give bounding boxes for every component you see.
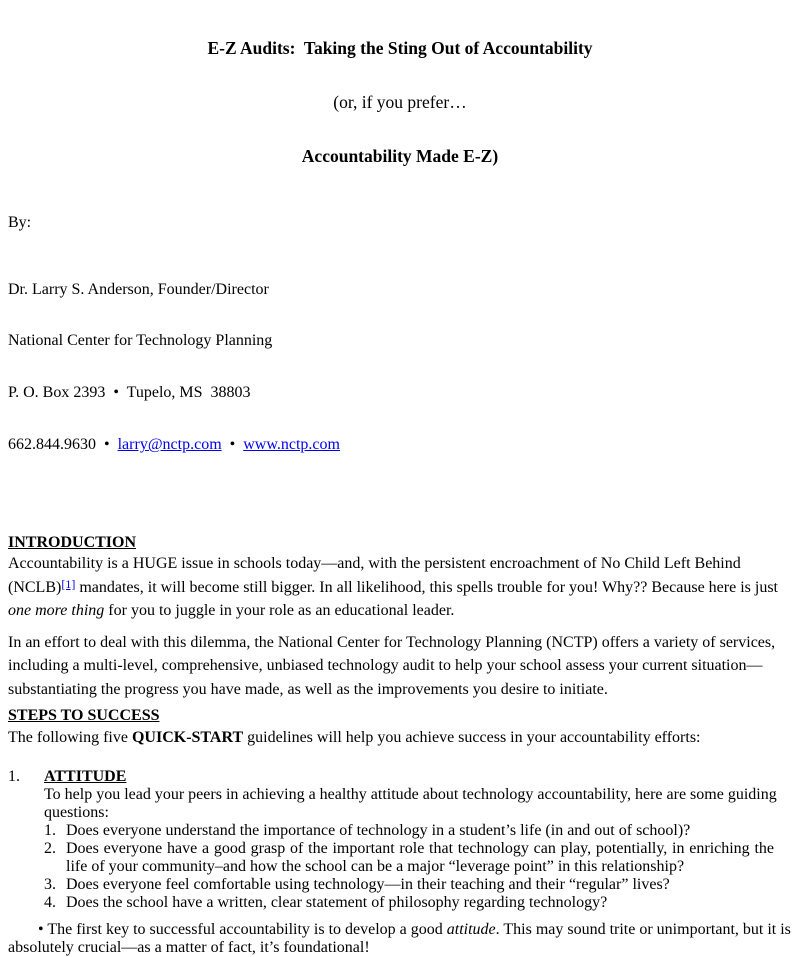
text-segment: for you to juggle in your role as an educational leader. — [104, 602, 455, 620]
section-heading-steps: STEPS TO SUCCESS — [8, 707, 160, 725]
text-segment: mandates, it will become still bigger. In all likelihood, this spells trouble for you! Why?? Because here is just — [75, 578, 778, 596]
attitude-list-number: 1. — [8, 768, 20, 786]
question-number: 4. — [44, 894, 56, 912]
text-segment: attitude — [446, 921, 496, 939]
attitude-section-content — [44, 768, 792, 912]
question-item — [44, 894, 792, 912]
question-text: Does everyone understand the importance of technology in a student’s life (in and out of school)? — [66, 822, 691, 840]
doc-title-line2: (or, if you prefer… — [333, 92, 467, 112]
text-segment: • The first key to successful accountability is to develop a good — [38, 921, 447, 939]
text-segment: 662.844.9630 • — [8, 436, 118, 454]
intro-paragraph-1 — [8, 552, 792, 623]
question-item — [44, 822, 792, 840]
question-item — [44, 876, 792, 894]
email-link[interactable]: larry@nctp.com — [117, 436, 222, 454]
question-text: Does everyone feel comfortable using technology—in their teaching and their “regular” lives? — [66, 876, 670, 894]
text-segment: one more thing — [8, 602, 105, 620]
attitude-section — [8, 768, 792, 912]
question-text: Does everyone have a good grasp of the important role that technology can play, potentially, in enriching the life of your community–and how the school can be a major “leverage point” in this relationship? — [66, 840, 774, 876]
address-line: P. O. Box 2393 • Tupelo, MS 38803 — [8, 384, 251, 402]
text-segment: . This may sound trite or unimportant, but it is absolutely crucial—as a matter of fact, it’s foundational! — [8, 921, 791, 957]
contact-block — [8, 246, 792, 488]
intro-paragraph-2: In an effort to deal with this dilemma, the National Center for Technology Planning (NCTP) offers a variety of services, including a multi-level, comprehensive, unbiased technology audit to help your school assess your current situation—substantiating the progress you have made, as well as the improvements you desire to initiate. — [8, 633, 776, 698]
doc-title-line1: E-Z Audits: Taking the Sting Out of Accountability — [207, 38, 593, 58]
website-link[interactable]: www.nctp.com — [243, 436, 340, 454]
question-number: 2. — [44, 840, 56, 858]
question-number: 3. — [44, 876, 56, 894]
text-segment: • — [221, 436, 244, 454]
doc-title-line3: Accountability Made E-Z) — [301, 146, 499, 166]
attitude-lead-text: To help you lead your peers in achieving a healthy attitude about technology accountability, here are some guiding questions: — [44, 786, 777, 822]
attitude-section-heading: ATTITUDE — [44, 768, 127, 786]
question-text: Does the school have a written, clear statement of philosophy regarding technology? — [66, 894, 608, 912]
question-number: 1. — [44, 822, 56, 840]
document-title-block — [8, 3, 792, 201]
question-item — [44, 840, 792, 876]
author-name: Dr. Larry S. Anderson, Founder/Director — [8, 280, 269, 298]
byline-label: By: — [8, 214, 32, 231]
attitude-key-point — [8, 921, 792, 957]
footnote-link[interactable]: [1] — [61, 576, 76, 591]
text-segment: The following five — [8, 729, 132, 747]
text-segment: guidelines will help you achieve success in your accountability efforts: — [243, 729, 701, 747]
text-segment: Accountability is a HUGE issue in schools today—and, with the persistent encroachment of No Child Left Behind (NCLB) — [8, 555, 741, 596]
section-heading-introduction: INTRODUCTION — [8, 534, 137, 552]
organization-name: National Center for Technology Planning — [8, 332, 273, 350]
text-segment: QUICK-START — [131, 729, 244, 747]
contact-methods-line — [8, 436, 792, 453]
document-page — [8, 3, 792, 957]
steps-intro-text — [8, 728, 792, 748]
